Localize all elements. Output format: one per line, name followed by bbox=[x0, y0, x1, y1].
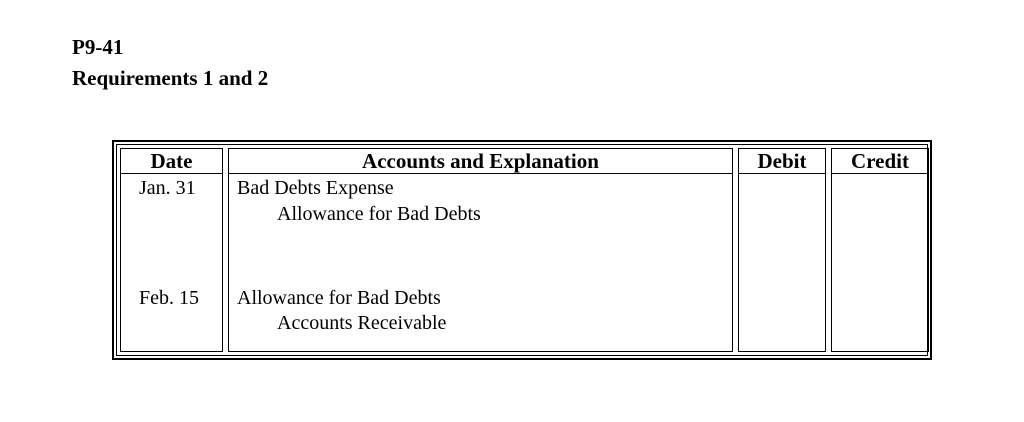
credit-column-header: Credit bbox=[832, 149, 928, 174]
journal-table-inner-frame bbox=[116, 144, 928, 356]
accounts-column-header: Accounts and Explanation bbox=[229, 149, 732, 174]
accounts-column bbox=[228, 148, 733, 352]
requirements-heading: Requirements 1 and 2 bbox=[72, 66, 269, 90]
problem-number: P9-41 bbox=[72, 35, 124, 59]
entry-2-credit-account: Accounts Receivable bbox=[277, 312, 447, 334]
entry-1-debit-account: Bad Debts Expense bbox=[237, 177, 394, 199]
date-column-header: Date bbox=[121, 149, 222, 174]
entry-2-date: Feb. 15 bbox=[139, 287, 199, 309]
date-column bbox=[120, 148, 223, 352]
entry-1-credit-account: Allowance for Bad Debts bbox=[277, 203, 481, 225]
entry-2-debit-account: Allowance for Bad Debts bbox=[237, 287, 441, 309]
credit-column bbox=[831, 148, 929, 352]
debit-column bbox=[738, 148, 826, 352]
journal-entry-table bbox=[112, 140, 932, 360]
entry-1-date: Jan. 31 bbox=[139, 177, 196, 199]
debit-column-header: Debit bbox=[739, 149, 825, 174]
